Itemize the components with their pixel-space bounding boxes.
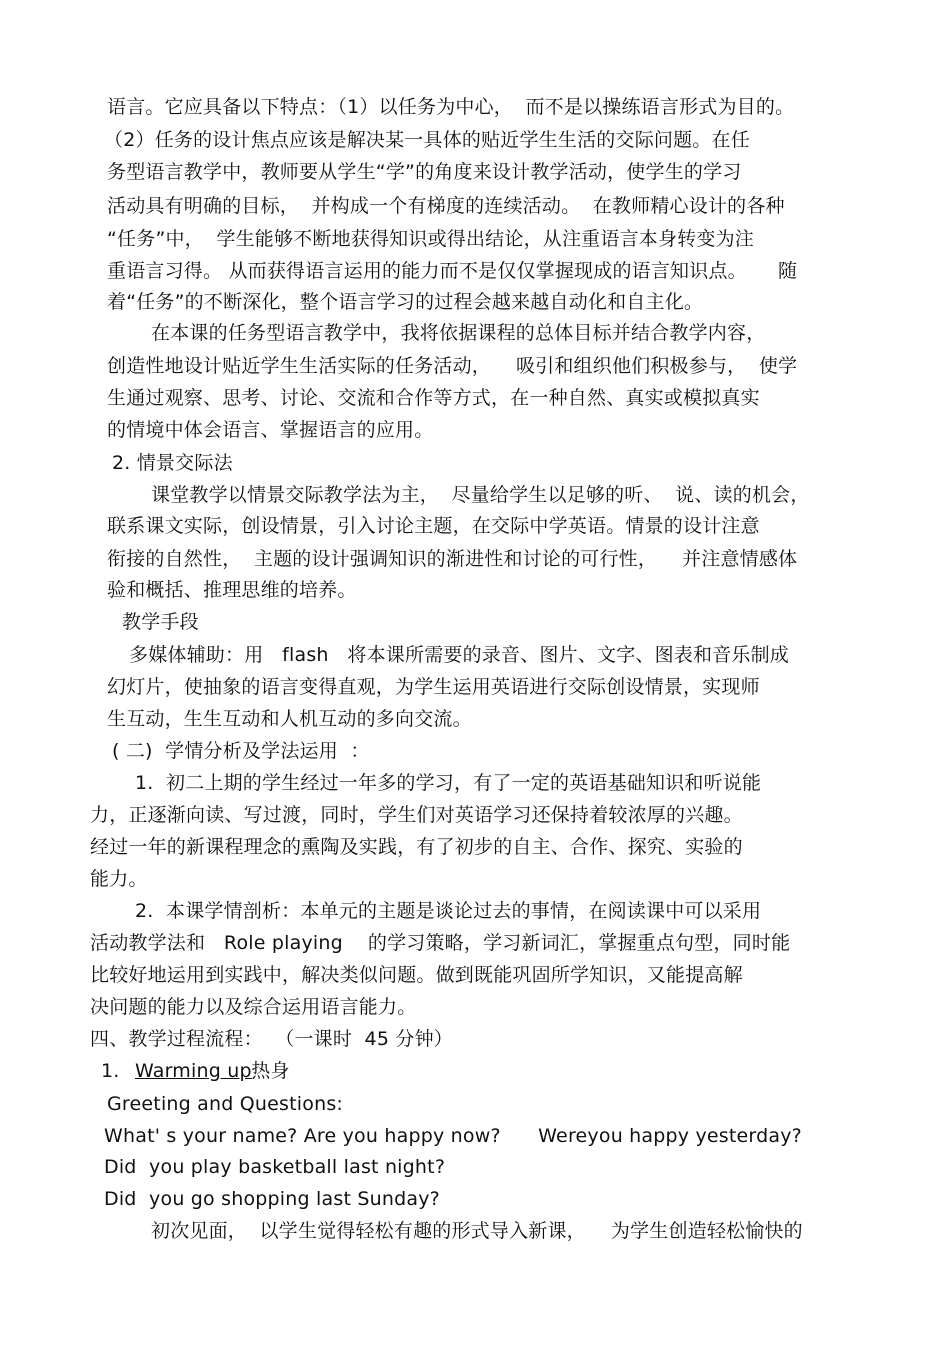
- paragraph-line: 决问题的能力以及综合运用语言能力。: [90, 996, 417, 1018]
- paragraph-line: 1. 初二上期的学生经过一年多的学习，有了一定的英语基础知识和听说能: [135, 772, 762, 794]
- paragraph-line: 联系课文实际，创设情景，引入讨论主题，在交际中学英语。情景的设计注意: [107, 515, 760, 537]
- paragraph-line: 活动教学法和 Role playing 的学习策略，学习新词汇，掌握重点句型，同时能: [90, 932, 791, 954]
- english-line: Greeting and Questions:: [107, 1093, 344, 1115]
- paragraph-line: 幻灯片，使抽象的语言变得直观，为学生运用英语进行交际创设情景，实现师: [107, 676, 760, 698]
- paragraph-line: 经过一年的新课程理念的熏陶及实践，有了初步的自主、合作、探究、实验的: [90, 836, 743, 858]
- paragraph-line: 着“任务”的不断深化，整个语言学习的过程会越来越自动化和自主化。: [107, 291, 704, 313]
- paragraph-line: 活动具有明确的目标， 并构成一个有梯度的连续活动。 在教师精心设计的各种: [107, 195, 785, 217]
- warming-up-chinese: 热身: [245, 1060, 290, 1082]
- section-heading: ( 二) 学情分析及学法运用 ：: [112, 740, 370, 762]
- english-line: Did you go shopping last Sunday?: [104, 1188, 440, 1210]
- paragraph-line: 能力。: [90, 868, 148, 890]
- list-number: 1.: [101, 1060, 120, 1082]
- paragraph-line: “任务”中， 学生能够不断地获得知识或得出结论，从注重语言本身转变为注: [107, 228, 754, 250]
- paragraph-line: 重语言习得。 从而获得语言运用的能力而不是仅仅掌握现成的语言知识点。 随: [107, 260, 798, 282]
- paragraph-line: 多媒体辅助：用 flash 将本课所需要的录音、图片、文字、图表和音乐制成: [129, 644, 789, 666]
- section-heading: 教学手段: [122, 611, 199, 633]
- paragraph-line: 创造性地设计贴近学生生活实际的任务活动， 吸引和组织他们积极参与， 使学: [107, 355, 798, 377]
- paragraph-line: 衔接的自然性， 主题的设计强调知识的渐进性和讨论的可行性， 并注意情感体: [107, 548, 798, 570]
- english-line: What' s your name? Are you happy now? Wereyou happy yesterday?: [104, 1125, 802, 1147]
- paragraph-line: 力，正逐渐向读、写过渡，同时，学生们对英语学习还保持着较浓厚的兴趣。: [90, 804, 743, 826]
- paragraph-line: 验和概括、推理思维的培养。: [107, 579, 357, 601]
- paragraph-line: 比较好地运用到实践中，解决类似问题。做到既能巩固所学知识，又能提高解: [90, 964, 743, 986]
- paragraph-line: 务型语言教学中，教师要从学生“学”的角度来设计教学活动，使学生的学习: [107, 161, 742, 183]
- paragraph-line: 初次见面， 以学生觉得轻松有趣的形式导入新课， 为学生创造轻松愉快的: [151, 1220, 803, 1242]
- paragraph-line: 在本课的任务型语言教学中，我将依据课程的总体目标并结合教学内容，: [151, 322, 766, 344]
- paragraph-line: （2）任务的设计焦点应该是解决某一具体的贴近学生生活的交际问题。在任: [104, 129, 750, 151]
- section-heading: 2. 情景交际法: [112, 452, 233, 474]
- paragraph-line: 课堂教学以情景交际教学法为主， 尽量给学生以足够的听、 说、读的机会，: [151, 484, 810, 506]
- section-heading: 四、教学过程流程： （一课时 45 分钟）: [90, 1028, 453, 1050]
- paragraph-line: 生互动，生生互动和人机互动的多向交流。: [107, 708, 472, 730]
- paragraph-line: 语言。它应具备以下特点：（1）以任务为中心， 而不是以操练语言形式为目的。: [107, 96, 795, 118]
- paragraph-line: 的情境中体会语言、掌握语言的应用。: [107, 419, 434, 441]
- paragraph-line: 2. 本课学情剖析：本单元的主题是谈论过去的事情，在阅读课中可以采用: [135, 900, 762, 922]
- warming-up-label: Warming up: [135, 1060, 252, 1082]
- paragraph-line: 生通过观察、思考、讨论、交流和合作等方式，在一种自然、真实或模拟真实: [107, 387, 760, 409]
- english-line: Did you play basketball last night?: [104, 1156, 446, 1178]
